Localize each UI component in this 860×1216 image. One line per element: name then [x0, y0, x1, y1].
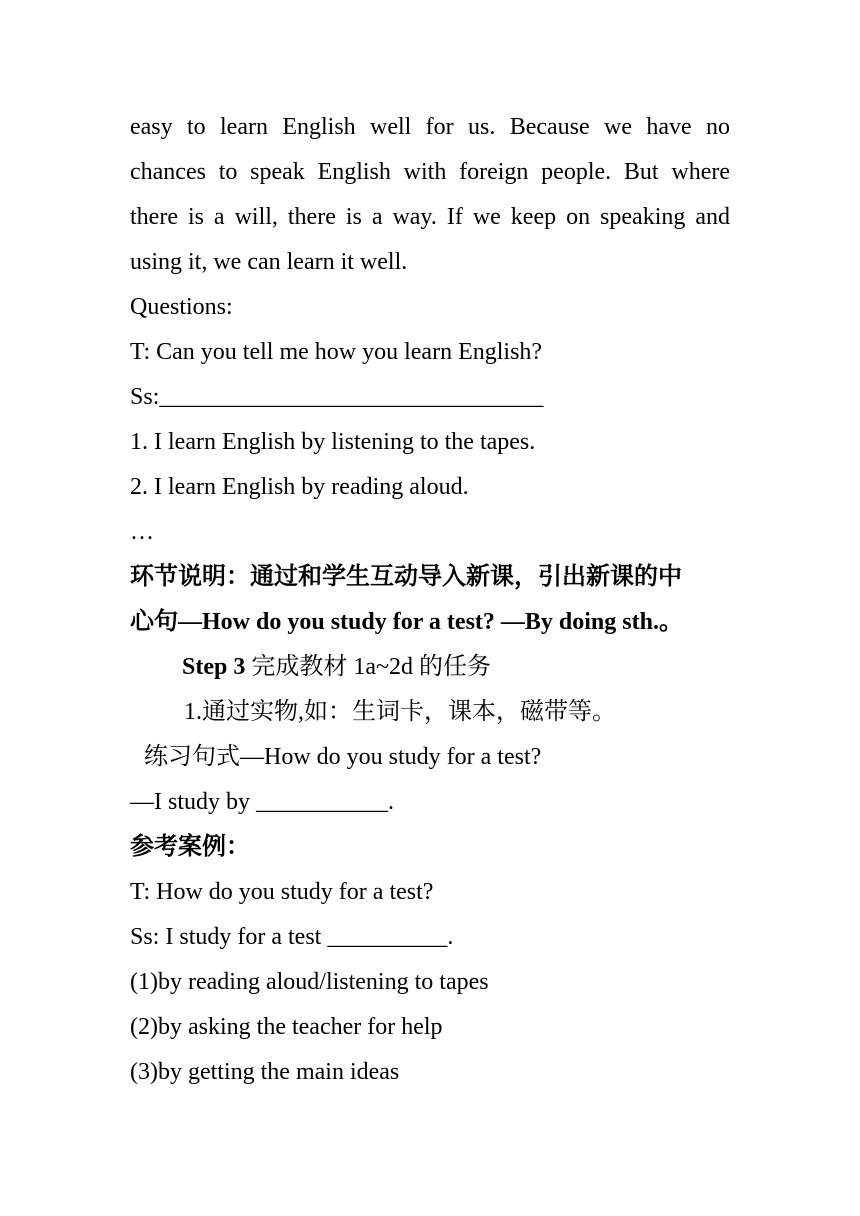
- answer-item: 2. I learn English by reading aloud.: [130, 474, 469, 500]
- section-note: 环节说明：通过和学生互动导入新课，引出新课的中: [130, 564, 682, 590]
- teacher-question: T: Can you tell me how you learn English?: [130, 339, 543, 365]
- practice-pattern: 练习句式—How do you study for a test?: [144, 744, 542, 770]
- instruction-item: 1.通过实物,如：生词卡，课本，磁带等。: [184, 699, 616, 725]
- answer-item: 1. I learn English by listening to the tapes.: [130, 429, 536, 455]
- step-label: Step 3: [182, 654, 246, 680]
- reference-label: 参考案例：: [130, 834, 250, 860]
- example-option: (1)by reading aloud/listening to tapes: [130, 969, 489, 995]
- example-teacher-line: T: How do you study for a test?: [130, 879, 434, 905]
- document-page: [130, 105, 730, 1095]
- example-option: (3)by getting the main ideas: [130, 1059, 400, 1085]
- section-note: 心句—How do you study for a test? —By doing sth.。: [130, 609, 683, 635]
- ellipsis: …: [130, 519, 154, 545]
- questions-label: Questions:: [130, 294, 233, 320]
- students-answer-blank: Ss:________________________________: [130, 384, 544, 410]
- paragraph-line: there is a will, there is a way. If we keep on speaking and: [130, 204, 730, 230]
- paragraph-line: easy to learn English well for us. Because we have no: [130, 114, 730, 140]
- step-heading: [130, 645, 730, 690]
- example-option: (2)by asking the teacher for help: [130, 1014, 443, 1040]
- paragraph-line: using it, we can learn it well.: [130, 249, 408, 275]
- example-students-line: Ss: I study for a test __________.: [130, 924, 454, 950]
- practice-answer: —I study by ___________.: [130, 789, 394, 815]
- paragraph-line: chances to speak English with foreign people. But where: [130, 159, 730, 185]
- step-text: 完成教材 1a~2d 的任务: [245, 654, 491, 680]
